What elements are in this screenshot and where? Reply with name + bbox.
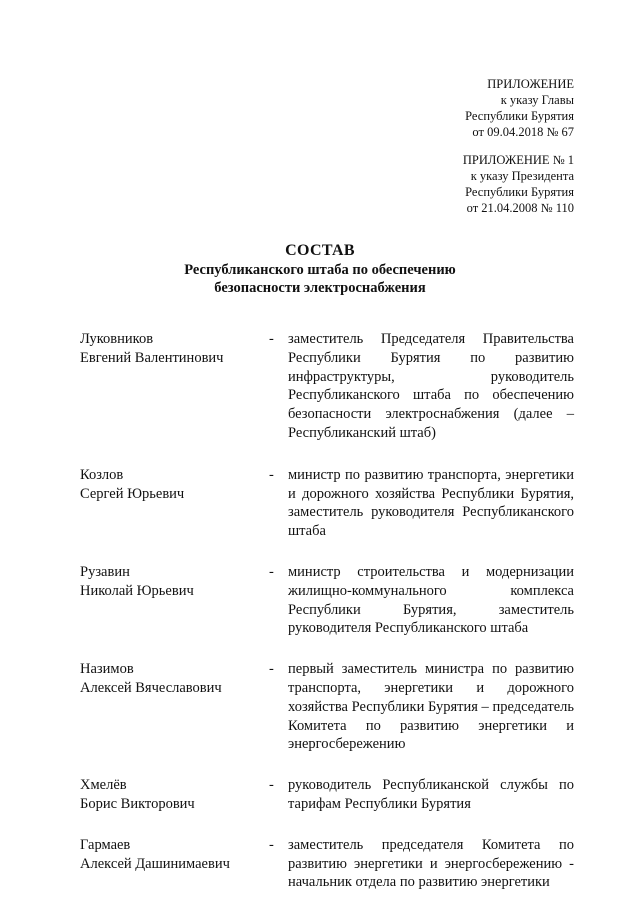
member-dash: - <box>269 836 274 853</box>
appendix-heading: ПРИЛОЖЕНИЕ <box>487 77 574 91</box>
member-name <box>80 836 265 874</box>
appendix-region: Республики Бурятия <box>465 109 574 123</box>
member-surname: Хмелёв <box>80 777 127 794</box>
member-row <box>80 660 574 754</box>
appendix-current-decree <box>465 76 574 140</box>
member-name <box>80 776 265 814</box>
appendix-decree-ref: к указу Президента <box>470 169 574 183</box>
member-row <box>80 466 574 541</box>
member-position: первый заместитель министра по развитию транспорта, энергетики и дорожного хозяйства Республики Бурятия – председатель Комитета по развитию энергетики и энергосбережению <box>288 661 574 753</box>
member-position: министр строительства и модернизации жилищно-коммунального комплекса Республики Бурятия, заместитель руководителя Республиканского штаба <box>288 563 574 637</box>
member-dash: - <box>269 777 274 794</box>
appendix-decree-ref: к указу Главы <box>500 93 574 107</box>
member-name <box>80 563 265 601</box>
member-given-names: Алексей Вячеславович <box>80 679 222 696</box>
member-name <box>80 466 265 504</box>
member-position: заместитель Председателя Правительства Республики Бурятия по развитию инфраструктуры, руководитель Республиканского штаба по обеспечению безопасности электроснабжения (далее – Республиканский штаб) <box>288 331 574 441</box>
title-heading: СОСТАВ <box>285 242 355 259</box>
appendix-region: Республики Бурятия <box>465 185 574 199</box>
member-row <box>80 776 574 814</box>
member-surname: Назимов <box>80 661 134 678</box>
member-dash: - <box>269 331 274 347</box>
appendix-original-decree <box>463 152 574 216</box>
document-title <box>0 241 640 297</box>
member-given-names: Евгений Валентинович <box>80 349 224 366</box>
member-given-names: Николай Юрьевич <box>80 582 194 599</box>
member-given-names: Сергей Юрьевич <box>80 485 185 502</box>
member-dash: - <box>269 661 274 678</box>
member-dash: - <box>269 563 274 580</box>
member-row <box>80 836 574 892</box>
member-dash: - <box>269 466 274 483</box>
member-surname: Гармаев <box>80 836 131 853</box>
member-name <box>80 330 265 368</box>
member-position: заместитель председателя Комитета по развитию энергетики и энергосбережению - начальник отдела по развитию энергетики <box>288 836 574 891</box>
member-row <box>80 330 574 443</box>
member-name <box>80 660 265 698</box>
member-position: руководитель Республиканской службы по тарифам Республики Бурятия <box>288 777 574 812</box>
member-list <box>80 330 574 892</box>
appendix-date-number: от 21.04.2008 № 110 <box>466 201 574 215</box>
title-subheading-line-1: Республиканского штаба по обеспечению <box>184 262 456 278</box>
member-surname: Рузавин <box>80 563 130 580</box>
member-surname: Луковников <box>80 331 154 347</box>
member-surname: Козлов <box>80 466 124 483</box>
member-given-names: Алексей Дашинимаевич <box>80 855 230 872</box>
title-subheading-line-2: безопасности электроснабжения <box>214 280 426 296</box>
member-row <box>80 563 574 638</box>
appendix-heading: ПРИЛОЖЕНИЕ № 1 <box>462 153 574 167</box>
appendix-date-number: от 09.04.2018 № 67 <box>472 125 574 139</box>
member-given-names: Борис Викторович <box>80 795 195 812</box>
member-position: министр по развитию транспорта, энергетики и дорожного хозяйства Республики Бурятия, заместитель руководителя Республиканского штаба <box>288 466 574 540</box>
